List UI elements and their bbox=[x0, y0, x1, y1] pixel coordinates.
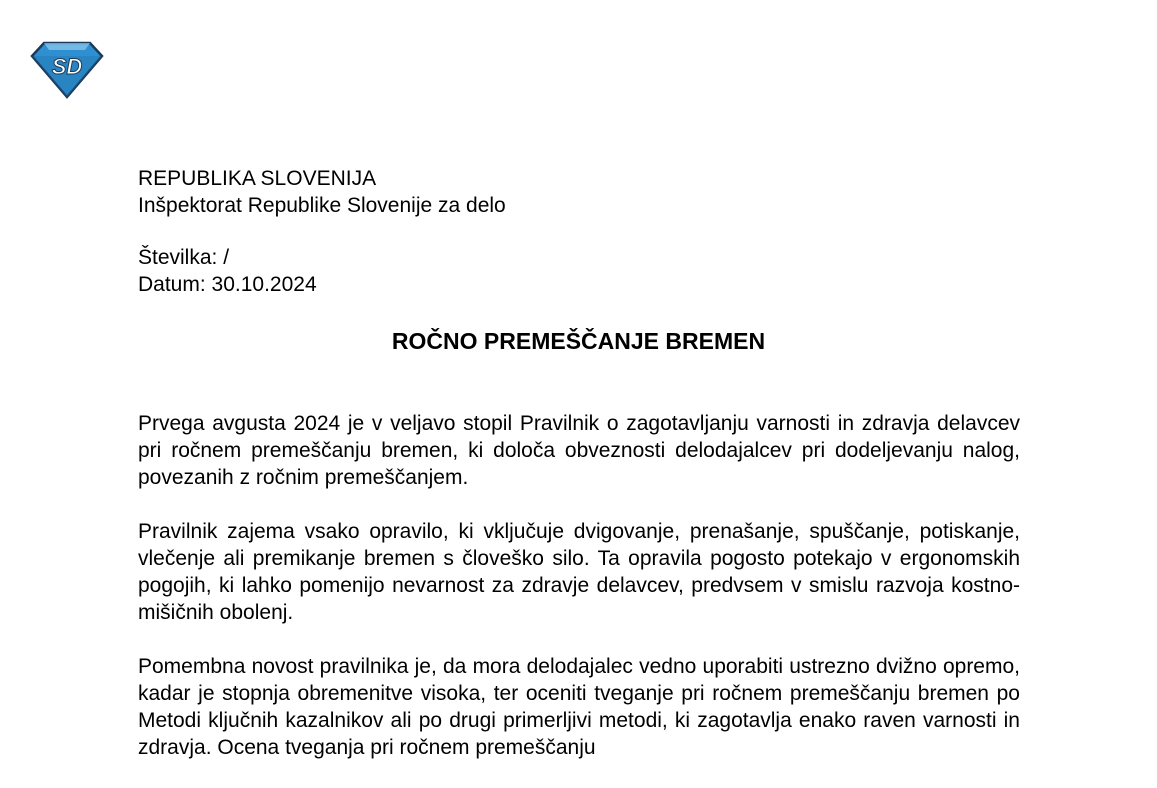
document-title: ROČNO PREMEŠČANJE BREMEN bbox=[391, 328, 766, 354]
document-body bbox=[138, 410, 1020, 788]
header-line-inspektorat: Inšpektorat Republike Slovenije za delo bbox=[138, 194, 506, 217]
document-date: Datum: 30.10.2024 bbox=[138, 273, 317, 296]
document-meta bbox=[138, 244, 317, 298]
paragraph-1: Prvega avgusta 2024 je v veljavo stopil Pravilnik o zagotavljanju varnosti in zdravja delavcev pri ročnem premeščanju bremen, ki določa obveznosti delodajalcev pri dodeljevanju nalog, povezanih z ročnim premeščanjem. bbox=[138, 412, 1020, 489]
paragraph-3: Pomembna novost pravilnika je, da mora delodajalec vedno uporabiti ustrezno dvižno opremo, kadar je stopnja obremenitve visoka, ter oceniti tveganje pri ročnem premeščanju bremen po Metodi ključnih kazalnikov ali po drugi primerljivi metodi, ki zagotavlja enako raven varnosti in zdravja. Ocena tveganja pri ročnem premeščanju bbox=[138, 655, 1020, 759]
document-number: Številka: / bbox=[138, 246, 230, 269]
header-line-republika: REPUBLIKA SLOVENIJA bbox=[138, 167, 377, 190]
document-header bbox=[138, 165, 506, 219]
paragraph-2: Pravilnik zajema vsako opravilo, ki vključuje dvigovanje, prenašanje, spuščanje, potiskanje, vlečenje ali premikanje bremen s človeško silo. Ta opravila pogosto potekajo v ergonomskih pogojih, ki lahko pomenijo nevarnost za zdravje delavcev, predvsem v smislu razvoja kostno-mišičnih obolenj. bbox=[138, 520, 1020, 624]
svg-text:SD: SD bbox=[51, 54, 83, 79]
sd-diamond-logo-icon bbox=[30, 40, 104, 100]
